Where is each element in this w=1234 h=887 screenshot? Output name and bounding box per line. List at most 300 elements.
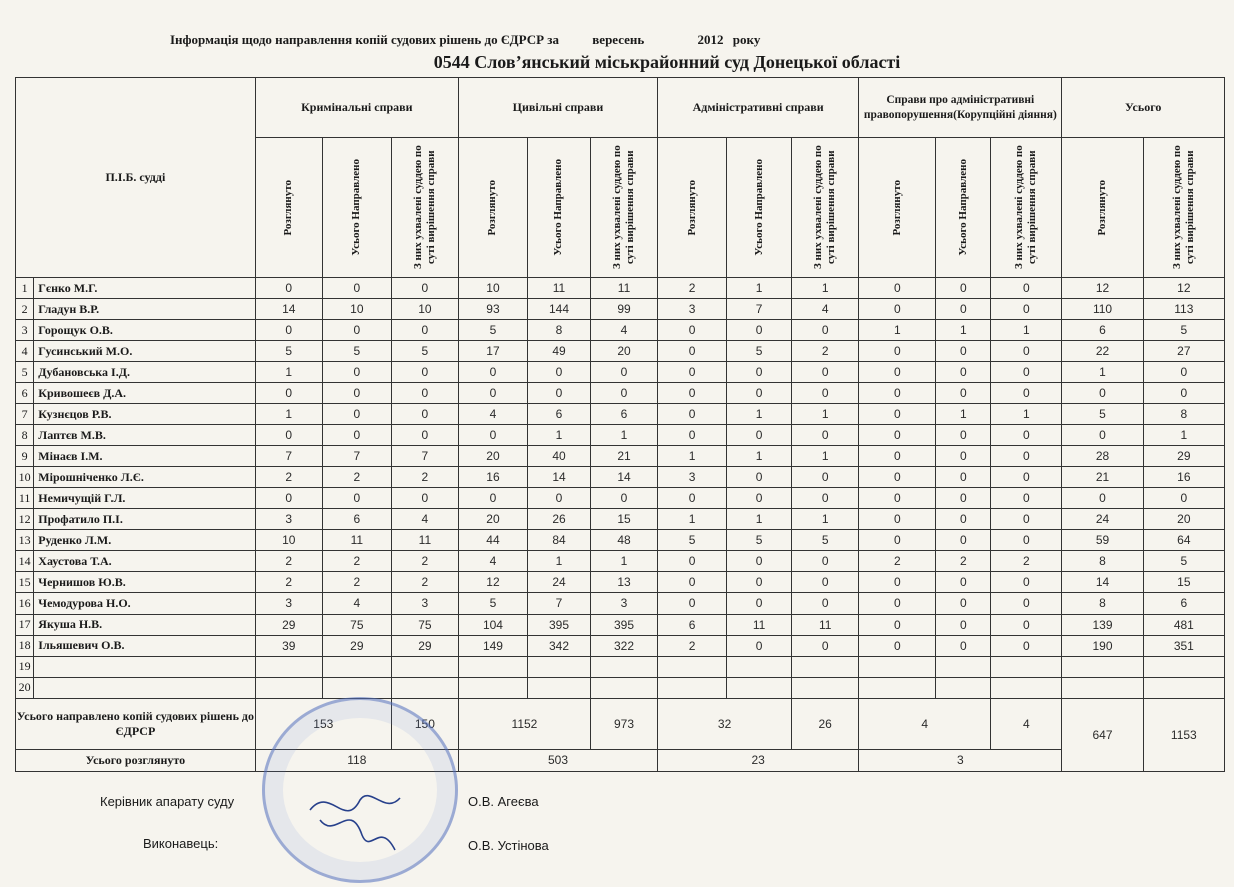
value-cell: 48: [590, 530, 657, 551]
totals-considered-label: Усього розглянуто: [16, 749, 256, 771]
value-cell: 0: [322, 404, 391, 425]
value-cell: 0: [255, 278, 322, 299]
value-cell: 10: [322, 299, 391, 320]
value-cell: 17: [458, 341, 527, 362]
value-cell: 1: [727, 404, 792, 425]
value-cell: 13: [590, 572, 657, 593]
value-cell: 7: [255, 446, 322, 467]
value-cell: 149: [458, 635, 527, 656]
value-cell: 0: [991, 341, 1062, 362]
value-cell: 5: [727, 341, 792, 362]
row-number: 14: [16, 551, 34, 572]
value-cell: 2: [859, 551, 936, 572]
value-cell: 12: [1062, 278, 1143, 299]
value-cell: 0: [991, 614, 1062, 635]
subheader-label: Усього Направлено: [350, 159, 363, 256]
value-cell: 22: [1062, 341, 1143, 362]
value-cell: 7: [727, 299, 792, 320]
value-cell: 0: [658, 341, 727, 362]
value-cell: 14: [590, 467, 657, 488]
value-cell: 0: [991, 530, 1062, 551]
value-cell: 29: [255, 614, 322, 635]
value-cell: 11: [792, 614, 859, 635]
value-cell: 20: [458, 509, 527, 530]
value-cell: 1: [991, 320, 1062, 341]
exec-name: О.В. Устінова: [468, 838, 549, 853]
admin-considered-total: 23: [658, 749, 859, 771]
value-cell: [991, 656, 1062, 677]
value-cell: 2: [792, 341, 859, 362]
value-cell: 11: [391, 530, 458, 551]
value-cell: 0: [1062, 488, 1143, 509]
value-cell: 20: [590, 341, 657, 362]
value-cell: 2: [391, 572, 458, 593]
value-cell: [727, 656, 792, 677]
row-number: 20: [16, 677, 34, 698]
value-cell: 0: [936, 341, 991, 362]
value-cell: 0: [936, 362, 991, 383]
value-cell: 0: [792, 425, 859, 446]
value-cell: 0: [859, 362, 936, 383]
value-cell: 28: [1062, 446, 1143, 467]
judge-name: Хаустова Т.А.: [34, 551, 255, 572]
value-cell: 0: [859, 530, 936, 551]
judge-name: Лаптєв М.В.: [34, 425, 255, 446]
value-cell: 0: [255, 425, 322, 446]
value-cell: 0: [391, 425, 458, 446]
subheader-label: З них ухвалені суддею по суті вирішення справи: [812, 145, 838, 270]
value-cell: 93: [458, 299, 527, 320]
value-cell: 0: [658, 425, 727, 446]
subheader-label: Усього Направлено: [552, 159, 565, 256]
subheader-sent: [322, 138, 391, 278]
grand-total-considered: 647: [1062, 698, 1143, 771]
value-cell: 8: [1062, 551, 1143, 572]
value-cell: 0: [727, 320, 792, 341]
value-cell: 0: [859, 509, 936, 530]
value-cell: 14: [255, 299, 322, 320]
value-cell: 144: [528, 299, 591, 320]
value-cell: [528, 677, 591, 698]
value-cell: 0: [458, 362, 527, 383]
value-cell: 1: [792, 509, 859, 530]
totals-sent-label: Усього направлено копій судових рішень до ЄДРСР: [16, 698, 256, 749]
value-cell: 351: [1143, 635, 1224, 656]
value-cell: 5: [727, 530, 792, 551]
value-cell: 139: [1062, 614, 1143, 635]
admin-of-them-total: 26: [792, 698, 859, 749]
table-row: [16, 488, 1225, 509]
value-cell: [936, 677, 991, 698]
value-cell: 1: [792, 446, 859, 467]
value-cell: 1: [255, 362, 322, 383]
value-cell: 8: [1062, 593, 1143, 614]
group-criminal: Кримінальні справи: [255, 78, 458, 138]
value-cell: 0: [391, 278, 458, 299]
value-cell: 21: [590, 446, 657, 467]
value-cell: 5: [658, 530, 727, 551]
value-cell: 1: [936, 404, 991, 425]
value-cell: 1: [936, 320, 991, 341]
value-cell: 3: [590, 593, 657, 614]
row-number: 8: [16, 425, 34, 446]
value-cell: [458, 656, 527, 677]
row-number: 1: [16, 278, 34, 299]
value-cell: 0: [727, 551, 792, 572]
value-cell: 4: [322, 593, 391, 614]
value-cell: 11: [590, 278, 657, 299]
value-cell: 2: [255, 551, 322, 572]
value-cell: 26: [528, 509, 591, 530]
value-cell: 5: [792, 530, 859, 551]
value-cell: 0: [991, 593, 1062, 614]
row-number: 4: [16, 341, 34, 362]
subheader-considered: [458, 138, 527, 278]
group-civil: Цивільні справи: [458, 78, 657, 138]
value-cell: 29: [1143, 446, 1224, 467]
value-cell: 3: [255, 593, 322, 614]
judge-name: Мірошніченко Л.Є.: [34, 467, 255, 488]
value-cell: 6: [322, 509, 391, 530]
table-row: [16, 572, 1225, 593]
value-cell: 0: [792, 320, 859, 341]
judge-name: Гусинський М.О.: [34, 341, 255, 362]
value-cell: 2: [322, 467, 391, 488]
value-cell: 0: [792, 551, 859, 572]
subheader-sent: [936, 138, 991, 278]
value-cell: 0: [991, 383, 1062, 404]
value-cell: 1: [727, 509, 792, 530]
report-header: [170, 32, 1070, 48]
value-cell: 64: [1143, 530, 1224, 551]
table-row: [16, 278, 1225, 299]
value-cell: 24: [1062, 509, 1143, 530]
value-cell: 14: [1062, 572, 1143, 593]
value-cell: 0: [792, 572, 859, 593]
value-cell: [727, 677, 792, 698]
value-cell: 0: [322, 425, 391, 446]
admin-sent-total: 32: [658, 698, 792, 749]
value-cell: 4: [792, 299, 859, 320]
table-row: [16, 551, 1225, 572]
value-cell: 1: [727, 446, 792, 467]
value-cell: 59: [1062, 530, 1143, 551]
header-year: 2012: [697, 32, 724, 47]
subheader-label: Усього Направлено: [956, 159, 969, 256]
row-number: 6: [16, 383, 34, 404]
subheader-sent: [727, 138, 792, 278]
value-cell: 0: [658, 383, 727, 404]
value-cell: 0: [727, 383, 792, 404]
value-cell: [1062, 677, 1143, 698]
criminal-of-them-total: 150: [391, 698, 458, 749]
judge-name: Якуша Н.В.: [34, 614, 255, 635]
value-cell: 0: [727, 362, 792, 383]
value-cell: 2: [322, 551, 391, 572]
value-cell: 5: [391, 341, 458, 362]
value-cell: 4: [590, 320, 657, 341]
value-cell: 1: [528, 551, 591, 572]
row-number: 5: [16, 362, 34, 383]
value-cell: 99: [590, 299, 657, 320]
value-cell: 0: [458, 488, 527, 509]
judge-name: Чемодурова Н.О.: [34, 593, 255, 614]
offenses-considered-total: 3: [859, 749, 1062, 771]
value-cell: 40: [528, 446, 591, 467]
row-number: 2: [16, 299, 34, 320]
value-cell: 15: [1143, 572, 1224, 593]
value-cell: 7: [391, 446, 458, 467]
value-cell: 395: [590, 614, 657, 635]
value-cell: 0: [991, 635, 1062, 656]
table-row: [16, 614, 1225, 635]
value-cell: 0: [658, 362, 727, 383]
value-cell: 0: [255, 320, 322, 341]
value-cell: 322: [590, 635, 657, 656]
value-cell: 5: [458, 320, 527, 341]
value-cell: [458, 677, 527, 698]
value-cell: 2: [322, 572, 391, 593]
value-cell: 0: [255, 383, 322, 404]
value-cell: 0: [727, 488, 792, 509]
offenses-of-them-total: 4: [991, 698, 1062, 749]
value-cell: 29: [391, 635, 458, 656]
judge-name: Чернишов Ю.В.: [34, 572, 255, 593]
value-cell: 11: [727, 614, 792, 635]
value-cell: [590, 656, 657, 677]
value-cell: 8: [1143, 404, 1224, 425]
exec-label: Виконавець:: [143, 836, 219, 851]
value-cell: 0: [391, 362, 458, 383]
table-row: [16, 341, 1225, 362]
judge-name: Кривошеєв Д.А.: [34, 383, 255, 404]
value-cell: 113: [1143, 299, 1224, 320]
table-row: [16, 446, 1225, 467]
value-cell: 0: [859, 299, 936, 320]
subheader-label: Розглянуто: [1096, 179, 1109, 236]
table-row: [16, 362, 1225, 383]
value-cell: 12: [1143, 278, 1224, 299]
value-cell: 0: [991, 467, 1062, 488]
row-number: 9: [16, 446, 34, 467]
subheader-of_them: [991, 138, 1062, 278]
value-cell: 6: [1143, 593, 1224, 614]
court-title: 0544 Слов’янський міськрайонний суд Донецької області: [433, 52, 901, 72]
report-table: [15, 77, 1225, 772]
value-cell: 0: [255, 488, 322, 509]
civil-sent-total: 1152: [458, 698, 590, 749]
value-cell: 0: [590, 362, 657, 383]
value-cell: 2: [255, 572, 322, 593]
value-cell: 0: [792, 488, 859, 509]
value-cell: 0: [936, 614, 991, 635]
value-cell: 1: [792, 278, 859, 299]
value-cell: [658, 677, 727, 698]
totals-considered-row: [16, 749, 1225, 771]
criminal-sent-total: 153: [255, 698, 391, 749]
subheader-considered: [255, 138, 322, 278]
row-number: 19: [16, 656, 34, 677]
value-cell: 1: [590, 551, 657, 572]
value-cell: 0: [391, 404, 458, 425]
value-cell: [322, 656, 391, 677]
judge-name: Горощук О.В.: [34, 320, 255, 341]
table-row: [16, 425, 1225, 446]
value-cell: 0: [1143, 488, 1224, 509]
civil-considered-total: 503: [458, 749, 657, 771]
value-cell: 75: [322, 614, 391, 635]
value-cell: 0: [991, 362, 1062, 383]
value-cell: 481: [1143, 614, 1224, 635]
header-text: Інформація щодо направлення копій судових рішень до ЄДРСР за: [170, 32, 560, 47]
value-cell: 0: [936, 509, 991, 530]
value-cell: 0: [792, 383, 859, 404]
value-cell: 1: [590, 425, 657, 446]
value-cell: 15: [590, 509, 657, 530]
value-cell: 0: [936, 593, 991, 614]
value-cell: 2: [658, 278, 727, 299]
value-cell: [1143, 656, 1224, 677]
value-cell: 110: [1062, 299, 1143, 320]
value-cell: 4: [458, 551, 527, 572]
value-cell: 44: [458, 530, 527, 551]
value-cell: 0: [859, 593, 936, 614]
judge-name: Ільяшевич О.В.: [34, 635, 255, 656]
value-cell: 0: [1143, 362, 1224, 383]
value-cell: 10: [391, 299, 458, 320]
table-row: [16, 299, 1225, 320]
row-number: 18: [16, 635, 34, 656]
subheader-of_them: [792, 138, 859, 278]
table-row: [16, 404, 1225, 425]
header-year-suffix: року: [732, 32, 761, 47]
value-cell: 0: [859, 404, 936, 425]
value-cell: 0: [727, 572, 792, 593]
value-cell: 0: [859, 425, 936, 446]
value-cell: 1: [727, 278, 792, 299]
judge-name: Гладун В.Р.: [34, 299, 255, 320]
value-cell: [391, 656, 458, 677]
value-cell: 10: [458, 278, 527, 299]
header-month: вересень: [592, 32, 645, 47]
signature: [300, 780, 420, 870]
subheader-label: Розглянуто: [486, 179, 499, 236]
value-cell: [255, 656, 322, 677]
row-number: 13: [16, 530, 34, 551]
value-cell: 75: [391, 614, 458, 635]
value-cell: 1: [1143, 425, 1224, 446]
subheader-label: З них ухвалені суддею по суті вирішення справи: [411, 145, 437, 270]
value-cell: 0: [991, 488, 1062, 509]
subheader-of_them: [1143, 138, 1224, 278]
value-cell: 0: [792, 467, 859, 488]
value-cell: 190: [1062, 635, 1143, 656]
value-cell: 0: [727, 425, 792, 446]
value-cell: 5: [255, 341, 322, 362]
table-row: [16, 677, 1225, 698]
value-cell: 5: [1062, 404, 1143, 425]
name-header: П.І.Б. судді: [16, 78, 256, 278]
value-cell: 2: [936, 551, 991, 572]
value-cell: 0: [991, 509, 1062, 530]
value-cell: [936, 656, 991, 677]
value-cell: 1: [255, 404, 322, 425]
value-cell: 1: [859, 320, 936, 341]
value-cell: 0: [658, 404, 727, 425]
value-cell: 0: [590, 383, 657, 404]
value-cell: [255, 677, 322, 698]
value-cell: 7: [322, 446, 391, 467]
value-cell: 6: [1062, 320, 1143, 341]
value-cell: 0: [936, 278, 991, 299]
value-cell: 16: [458, 467, 527, 488]
value-cell: 0: [936, 488, 991, 509]
table-row: [16, 509, 1225, 530]
value-cell: 0: [458, 383, 527, 404]
value-cell: 104: [458, 614, 527, 635]
value-cell: 2: [391, 551, 458, 572]
value-cell: 3: [658, 299, 727, 320]
row-number: 10: [16, 467, 34, 488]
grand-total-of-them: 1153: [1143, 698, 1224, 771]
table-row: [16, 383, 1225, 404]
value-cell: 0: [936, 299, 991, 320]
value-cell: 1: [1062, 362, 1143, 383]
judge-name: Профатило П.І.: [34, 509, 255, 530]
head-name: О.В. Агеєва: [468, 794, 539, 809]
subheader-considered: [859, 138, 936, 278]
value-cell: 0: [991, 425, 1062, 446]
value-cell: [658, 656, 727, 677]
value-cell: [528, 656, 591, 677]
value-cell: 0: [1062, 425, 1143, 446]
value-cell: 6: [528, 404, 591, 425]
value-cell: 3: [391, 593, 458, 614]
value-cell: [1062, 656, 1143, 677]
value-cell: 6: [590, 404, 657, 425]
subheader-of_them: [391, 138, 458, 278]
value-cell: [590, 677, 657, 698]
value-cell: 5: [1143, 551, 1224, 572]
subheader-sent: [528, 138, 591, 278]
subheader-considered: [1062, 138, 1143, 278]
row-number: 11: [16, 488, 34, 509]
value-cell: 0: [991, 446, 1062, 467]
value-cell: 0: [658, 488, 727, 509]
value-cell: 39: [255, 635, 322, 656]
value-cell: 2: [391, 467, 458, 488]
value-cell: 0: [792, 362, 859, 383]
value-cell: 342: [528, 635, 591, 656]
table-row: [16, 320, 1225, 341]
value-cell: 0: [936, 572, 991, 593]
row-number: 17: [16, 614, 34, 635]
judge-name: [34, 656, 255, 677]
value-cell: 0: [528, 488, 591, 509]
value-cell: [859, 656, 936, 677]
judge-name: Гєнко М.Г.: [34, 278, 255, 299]
value-cell: 29: [322, 635, 391, 656]
subheader-of_them: [590, 138, 657, 278]
table-row: [16, 635, 1225, 656]
table-row: [16, 530, 1225, 551]
value-cell: 0: [528, 362, 591, 383]
value-cell: 0: [936, 635, 991, 656]
table-row: [16, 467, 1225, 488]
value-cell: 0: [322, 383, 391, 404]
value-cell: 0: [322, 320, 391, 341]
value-cell: 0: [727, 467, 792, 488]
